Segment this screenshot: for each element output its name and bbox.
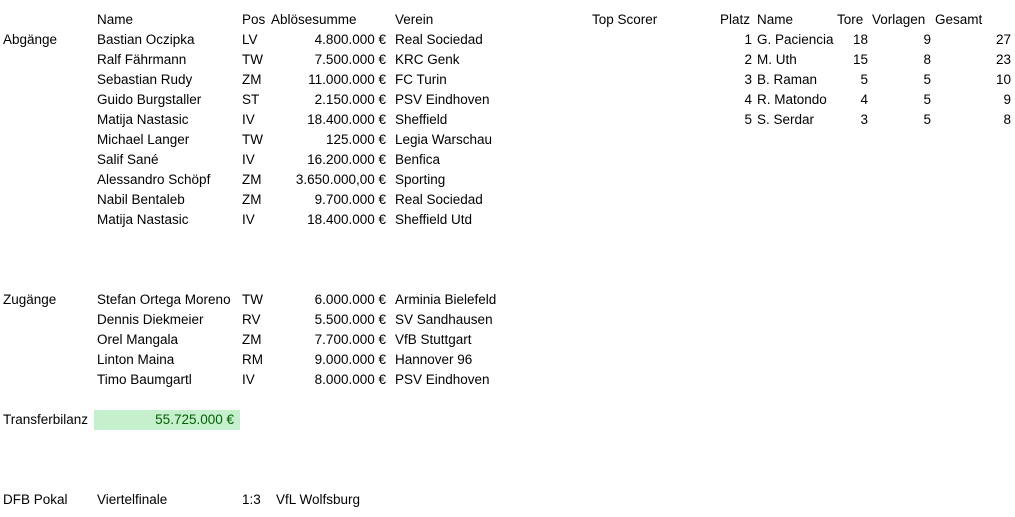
dfb-pokal-opponent[interactable]: VfL Wolfsburg bbox=[276, 492, 361, 507]
abgang-name[interactable]: Matija Nastasic bbox=[97, 212, 189, 227]
abgang-club[interactable]: FC Turin bbox=[395, 72, 447, 87]
topscorer-name[interactable]: S. Serdar bbox=[757, 112, 815, 127]
topscorer-vorlagen[interactable]: 5 bbox=[923, 92, 931, 107]
topscorer-header-name[interactable]: Name bbox=[757, 12, 794, 27]
header-pos[interactable]: Pos bbox=[242, 12, 266, 27]
zugang-fee[interactable]: 9.000.000 € bbox=[314, 352, 386, 367]
abgang-fee[interactable]: 18.400.000 € bbox=[307, 112, 386, 127]
abgang-name[interactable]: Nabil Bentaleb bbox=[97, 192, 185, 207]
zugang-pos[interactable]: RV bbox=[242, 312, 261, 327]
topscorer-vorlagen[interactable]: 8 bbox=[923, 52, 931, 67]
zugang-pos[interactable]: ZM bbox=[242, 332, 262, 347]
abgang-fee[interactable]: 2.150.000 € bbox=[314, 92, 386, 107]
abgang-pos[interactable]: IV bbox=[242, 112, 255, 127]
abgang-fee[interactable]: 7.500.000 € bbox=[314, 52, 386, 67]
abgang-club[interactable]: PSV Eindhoven bbox=[395, 92, 490, 107]
zugang-name[interactable]: Dennis Diekmeier bbox=[97, 312, 204, 327]
abgang-pos[interactable]: TW bbox=[242, 132, 263, 147]
abgang-name[interactable]: Sebastian Rudy bbox=[97, 72, 193, 87]
abgang-name[interactable]: Guido Burgstaller bbox=[97, 92, 202, 107]
dfb-pokal-round[interactable]: Viertelfinale bbox=[97, 492, 168, 507]
abgang-club[interactable]: Sporting bbox=[395, 172, 446, 187]
zugang-club[interactable]: Hannover 96 bbox=[395, 352, 473, 367]
zugang-name[interactable]: Linton Maina bbox=[97, 352, 175, 367]
abgang-name[interactable]: Michael Langer bbox=[97, 132, 190, 147]
abgang-name[interactable]: Salif Sané bbox=[97, 152, 159, 167]
zugang-club[interactable]: VfB Stuttgart bbox=[395, 332, 472, 347]
abgang-fee[interactable]: 16.200.000 € bbox=[307, 152, 386, 167]
topscorer-tore[interactable]: 5 bbox=[860, 72, 868, 87]
abgang-pos[interactable]: ZM bbox=[242, 192, 262, 207]
topscorer-tore[interactable]: 18 bbox=[852, 32, 868, 47]
zugaenge-label[interactable]: Zugänge bbox=[3, 292, 57, 307]
zugang-club[interactable]: PSV Eindhoven bbox=[395, 372, 490, 387]
zugang-name[interactable]: Timo Baumgartl bbox=[97, 372, 192, 387]
topscorer-tore[interactable]: 15 bbox=[852, 52, 868, 67]
abgang-pos[interactable]: ZM bbox=[242, 172, 262, 187]
zugang-pos[interactable]: TW bbox=[242, 292, 263, 307]
topscorer-gesamt[interactable]: 9 bbox=[1003, 92, 1011, 107]
zugang-pos[interactable]: RM bbox=[242, 352, 263, 367]
topscorer-platz[interactable]: 2 bbox=[744, 52, 752, 67]
topscorer-tore[interactable]: 3 bbox=[860, 112, 868, 127]
topscorer-header-platz[interactable]: Platz bbox=[720, 12, 751, 27]
topscorer-name[interactable]: G. Paciencia bbox=[757, 32, 834, 47]
topscorer-title[interactable]: Top Scorer bbox=[592, 12, 658, 27]
abgang-pos[interactable]: LV bbox=[242, 32, 258, 47]
abgang-club[interactable]: Real Sociedad bbox=[395, 192, 483, 207]
abgang-name[interactable]: Alessandro Schöpf bbox=[97, 172, 211, 187]
abgaenge-label[interactable]: Abgänge bbox=[3, 32, 58, 47]
topscorer-vorlagen[interactable]: 5 bbox=[923, 112, 931, 127]
topscorer-platz[interactable]: 3 bbox=[744, 72, 752, 87]
abgang-fee[interactable]: 18.400.000 € bbox=[307, 212, 386, 227]
zugang-fee[interactable]: 5.500.000 € bbox=[314, 312, 386, 327]
abgang-pos[interactable]: TW bbox=[242, 52, 263, 67]
topscorer-tore[interactable]: 4 bbox=[860, 92, 868, 107]
zugang-name[interactable]: Stefan Ortega Moreno bbox=[97, 292, 231, 307]
topscorer-name[interactable]: B. Raman bbox=[757, 72, 818, 87]
abgang-club[interactable]: Benfica bbox=[395, 152, 441, 167]
topscorer-vorlagen[interactable]: 5 bbox=[923, 72, 931, 87]
header-fee[interactable]: Ablösesumme bbox=[271, 12, 357, 27]
abgang-name[interactable]: Matija Nastasic bbox=[97, 112, 189, 127]
topscorer-header-vorlagen[interactable]: Vorlagen bbox=[872, 12, 926, 27]
abgang-pos[interactable]: ST bbox=[242, 92, 260, 107]
zugang-club[interactable]: Arminia Bielefeld bbox=[395, 292, 497, 307]
topscorer-gesamt[interactable]: 10 bbox=[995, 72, 1011, 87]
transfer-balance-value[interactable]: 55.725.000 € bbox=[94, 410, 240, 430]
dfb-pokal-label[interactable]: DFB Pokal bbox=[3, 492, 68, 507]
header-name[interactable]: Name bbox=[97, 12, 134, 27]
abgang-pos[interactable]: IV bbox=[242, 212, 255, 227]
abgang-pos[interactable]: ZM bbox=[242, 72, 262, 87]
topscorer-name[interactable]: R. Matondo bbox=[757, 92, 827, 107]
topscorer-vorlagen[interactable]: 9 bbox=[923, 32, 931, 47]
abgang-name[interactable]: Ralf Fährmann bbox=[97, 52, 187, 67]
topscorer-platz[interactable]: 5 bbox=[744, 112, 752, 127]
abgang-club[interactable]: Sheffield Utd bbox=[395, 212, 473, 227]
topscorer-platz[interactable]: 1 bbox=[744, 32, 752, 47]
abgang-pos[interactable]: IV bbox=[242, 152, 255, 167]
zugang-name[interactable]: Orel Mangala bbox=[97, 332, 179, 347]
topscorer-header-tore[interactable]: Tore bbox=[837, 12, 864, 27]
abgang-club[interactable]: KRC Genk bbox=[395, 52, 460, 67]
topscorer-gesamt[interactable]: 27 bbox=[995, 32, 1011, 47]
topscorer-gesamt[interactable]: 23 bbox=[995, 52, 1011, 67]
topscorer-name[interactable]: M. Uth bbox=[757, 52, 797, 67]
transfer-balance-label[interactable]: Transferbilanz bbox=[3, 412, 89, 427]
topscorer-header-gesamt[interactable]: Gesamt bbox=[935, 12, 983, 27]
abgang-club[interactable]: Sheffield bbox=[395, 112, 448, 127]
abgang-fee[interactable]: 11.000.000 € bbox=[308, 72, 386, 87]
zugang-fee[interactable]: 6.000.000 € bbox=[314, 292, 386, 307]
zugang-pos[interactable]: IV bbox=[242, 372, 255, 387]
abgang-club[interactable]: Real Sociedad bbox=[395, 32, 483, 47]
abgang-fee[interactable]: 3.650.000,00 € bbox=[295, 172, 386, 187]
topscorer-gesamt[interactable]: 8 bbox=[1003, 112, 1011, 127]
header-club[interactable]: Verein bbox=[395, 12, 434, 27]
abgang-fee[interactable]: 4.800.000 € bbox=[314, 32, 386, 47]
topscorer-platz[interactable]: 4 bbox=[744, 92, 752, 107]
abgang-fee[interactable]: 9.700.000 € bbox=[314, 192, 386, 207]
zugang-fee[interactable]: 7.700.000 € bbox=[314, 332, 386, 347]
abgang-name[interactable]: Bastian Oczipka bbox=[97, 32, 195, 47]
zugang-club[interactable]: SV Sandhausen bbox=[395, 312, 493, 327]
abgang-fee[interactable]: 125.000 € bbox=[325, 132, 386, 147]
zugang-fee[interactable]: 8.000.000 € bbox=[314, 372, 386, 387]
dfb-pokal-score[interactable]: 1:3 bbox=[242, 492, 261, 507]
abgang-club[interactable]: Legia Warschau bbox=[395, 132, 493, 147]
